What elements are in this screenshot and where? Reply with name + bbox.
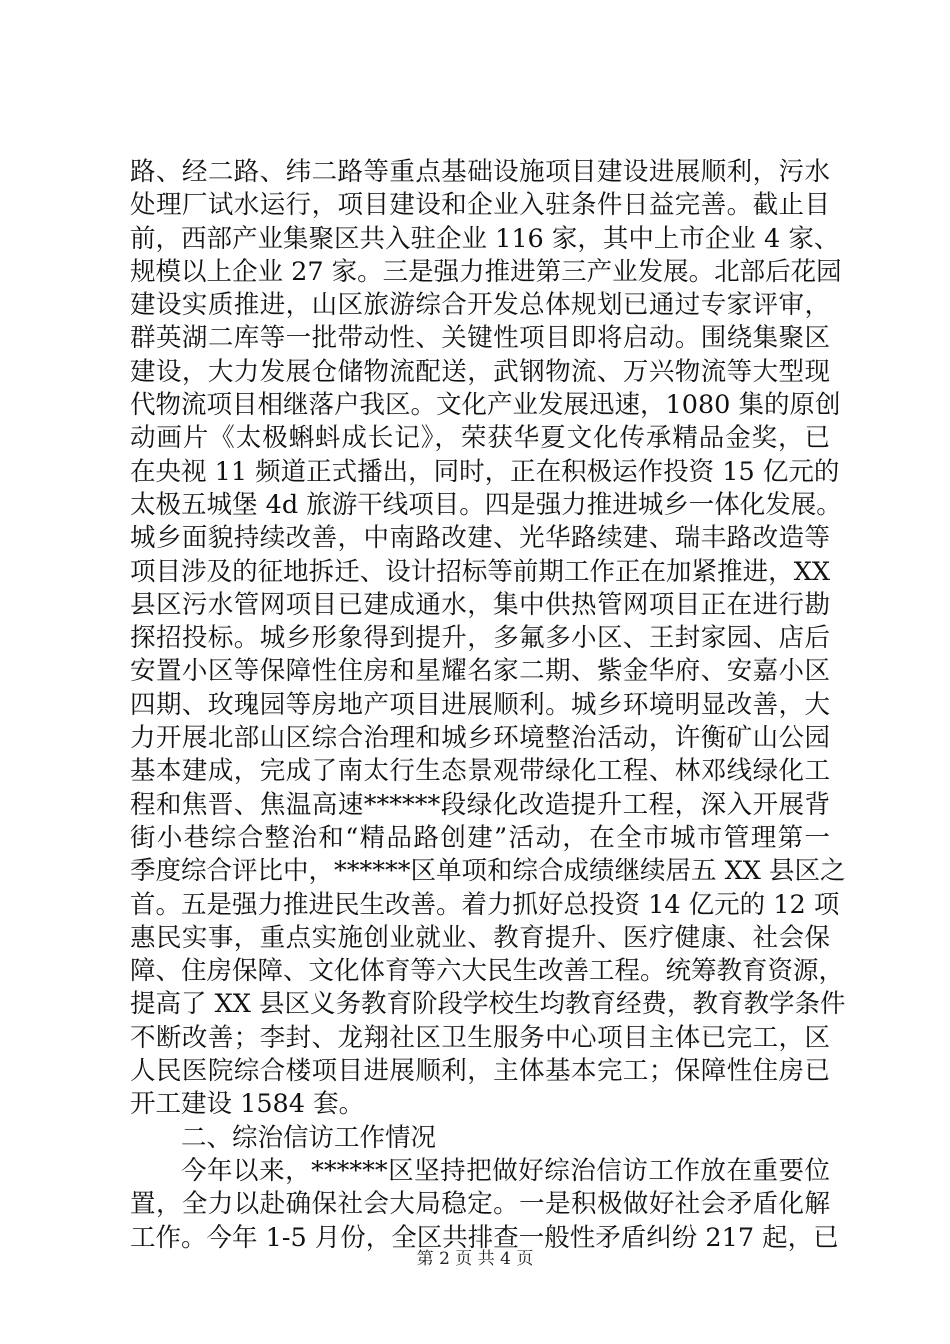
text-line: 群英湖二库等一批带动性、关键性项目即将启动。围绕集聚区 — [130, 323, 830, 354]
text-line: 城乡面貌持续改善，中南路改建、光华路续建、瑞丰路改造等 — [130, 523, 830, 554]
page-footer: 第 2 页 共 4 页 — [416, 1249, 534, 1269]
text-line: 街小巷综合整治和“精品路创建”活动，在全市城市管理第一 — [130, 822, 830, 853]
text-line: 程和焦晋、焦温高速******段绿化改造提升工程，深入开展背 — [130, 789, 830, 820]
text-line: 建设实质推进，山区旅游综合开发总体规划已通过专家评审， — [130, 290, 830, 321]
text-line: 规模以上企业 27 家。三是强力推进第三产业发展。北部后花园 — [130, 256, 842, 287]
text-line: 项目涉及的征地拆迁、设计招标等前期工作正在加紧推进，XX — [130, 556, 830, 587]
text-line: 处理厂试水运行，项目建设和企业入驻条件日益完善。截止目 — [130, 190, 830, 221]
text-line: 力开展北部山区综合治理和城乡环境整治活动，许衡矿山公园 — [130, 723, 830, 754]
text-line: 置，全力以赴确保社会大局稳定。一是积极做好社会矛盾化解 — [130, 1189, 830, 1220]
text-line: 人民医院综合楼项目进展顺利，主体基本完工；保障性住房已 — [130, 1056, 830, 1087]
text-line: 工作。今年 1-5 月份，全区共排查一般性矛盾纠纷 217 起，已 — [130, 1222, 839, 1253]
section-heading: 二、综治信访工作情况 — [181, 1122, 437, 1153]
text-line: 路、经二路、纬二路等重点基础设施项目建设进展顺利，污水 — [130, 157, 830, 187]
text-line: 基本建成，完成了南太行生态景观带绿化工程、林邓线绿化工 — [130, 756, 830, 787]
body-text — [130, 156, 846, 1255]
text-line: 探招投标。城乡形象得到提升，多氟多小区、王封家园、店后 — [130, 623, 830, 654]
text-line: 首。五是强力推进民生改善。着力抓好总投资 14 亿元的 12 项 — [130, 889, 840, 920]
text-line: 在央视 11 频道正式播出，同时，正在积极运作投资 15 亿元的 — [130, 456, 840, 487]
text-line: 建设，大力发展仓储物流配送，武钢物流、万兴物流等大型现 — [130, 356, 830, 387]
text-line: 安置小区等保障性住房和星耀名家二期、紫金华府、安嘉小区 — [130, 656, 830, 687]
text-line: 今年以来，******区坚持把做好综治信访工作放在重要位 — [181, 1155, 830, 1186]
text-line: 县区污水管网项目已建成通水，集中供热管网项目正在进行勘 — [130, 589, 830, 620]
text-line: 开工建设 1584 套。 — [130, 1089, 365, 1120]
text-line: 动画片《太极蝌蚪成长记》，荣获华夏文化传承精品金奖，已 — [130, 423, 830, 454]
text-line: 惠民实事，重点实施创业就业、教育提升、医疗健康、社会保 — [130, 922, 830, 953]
text-line: 不断改善；李封、龙翔社区卫生服务中心项目主体已完工，区 — [130, 1022, 830, 1053]
text-line: 提高了 XX 县区义务教育阶段学校生均教育经费，教育教学条件 — [130, 989, 846, 1020]
text-line: 四期、玫瑰园等房地产项目进展顺利。城乡环境明显改善，大 — [130, 689, 830, 720]
text-line: 障、住房保障、文化体育等六大民生改善工程。统筹教育资源， — [130, 956, 845, 987]
text-line: 太极五城堡 4d 旅游干线项目。四是强力推进城乡一体化发展。 — [130, 489, 842, 520]
text-line: 季度综合评比中，******区单项和综合成绩继续居五 XX 县区之 — [130, 856, 846, 887]
text-line: 代物流项目相继落户我区。文化产业发展迅速，1080 集的原创 — [130, 390, 841, 421]
text-line: 前，西部产业集聚区共入驻企业 116 家，其中上市企业 4 家、 — [130, 223, 840, 254]
